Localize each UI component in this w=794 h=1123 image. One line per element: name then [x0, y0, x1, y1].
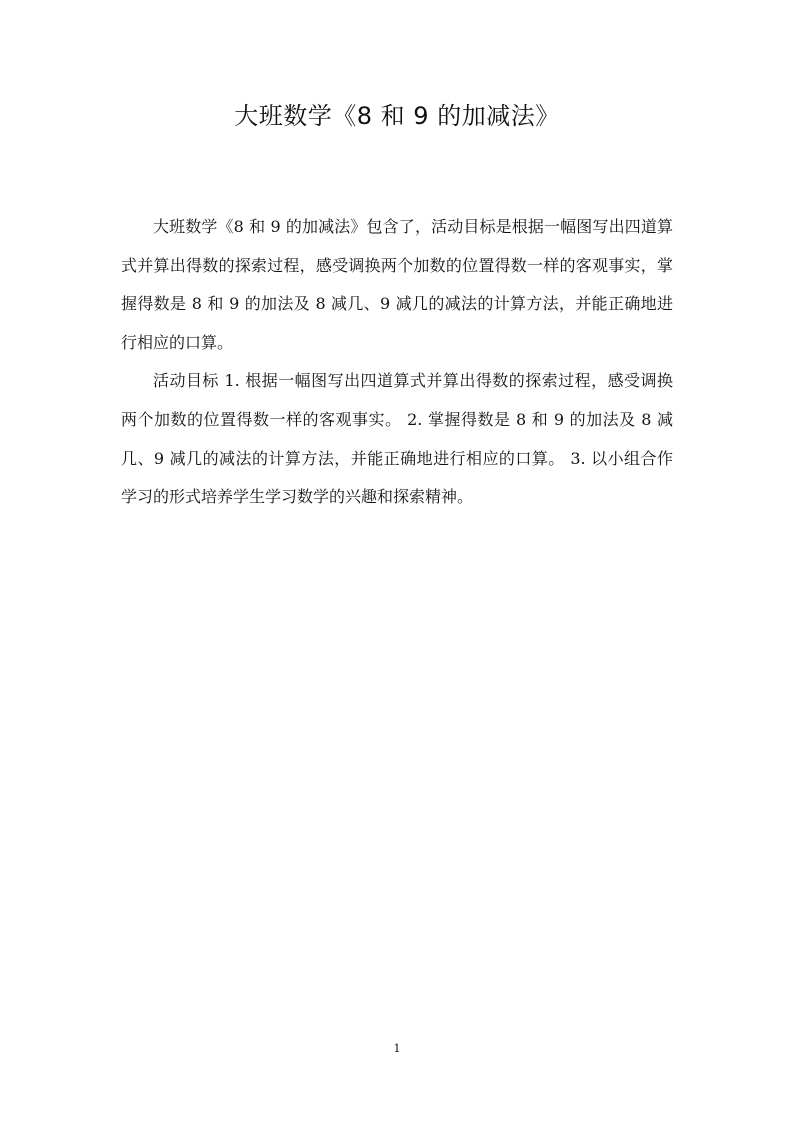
document-body	[121, 208, 673, 517]
objectives-paragraph: 活动目标 1. 根据一幅图写出四道算式并算出得数的探索过程，感受调换两个加数的位置得数一样的客观事实。 2. 掌握得数是 8 和 9 的加法及 8 减几、9 减几的减法的计算方法，并能正确地进行相应的口算。 3. 以小组合作学习的形式培养学生学习数学的兴趣和探索精神。	[121, 371, 673, 507]
page-number: 1	[393, 1042, 401, 1055]
document-title: 大班数学《8 和 9 的加减法》	[234, 102, 560, 130]
intro-paragraph: 大班数学《8 和 9 的加减法》包含了，活动目标是根据一幅图写出四道算式并算出得数的探索过程，感受调换两个加数的位置得数一样的客观事实，掌握得数是 8 和 9 的加法及 8 减几、9 减几的减法的计算方法，并能正确地进行相应的口算。	[121, 217, 673, 352]
